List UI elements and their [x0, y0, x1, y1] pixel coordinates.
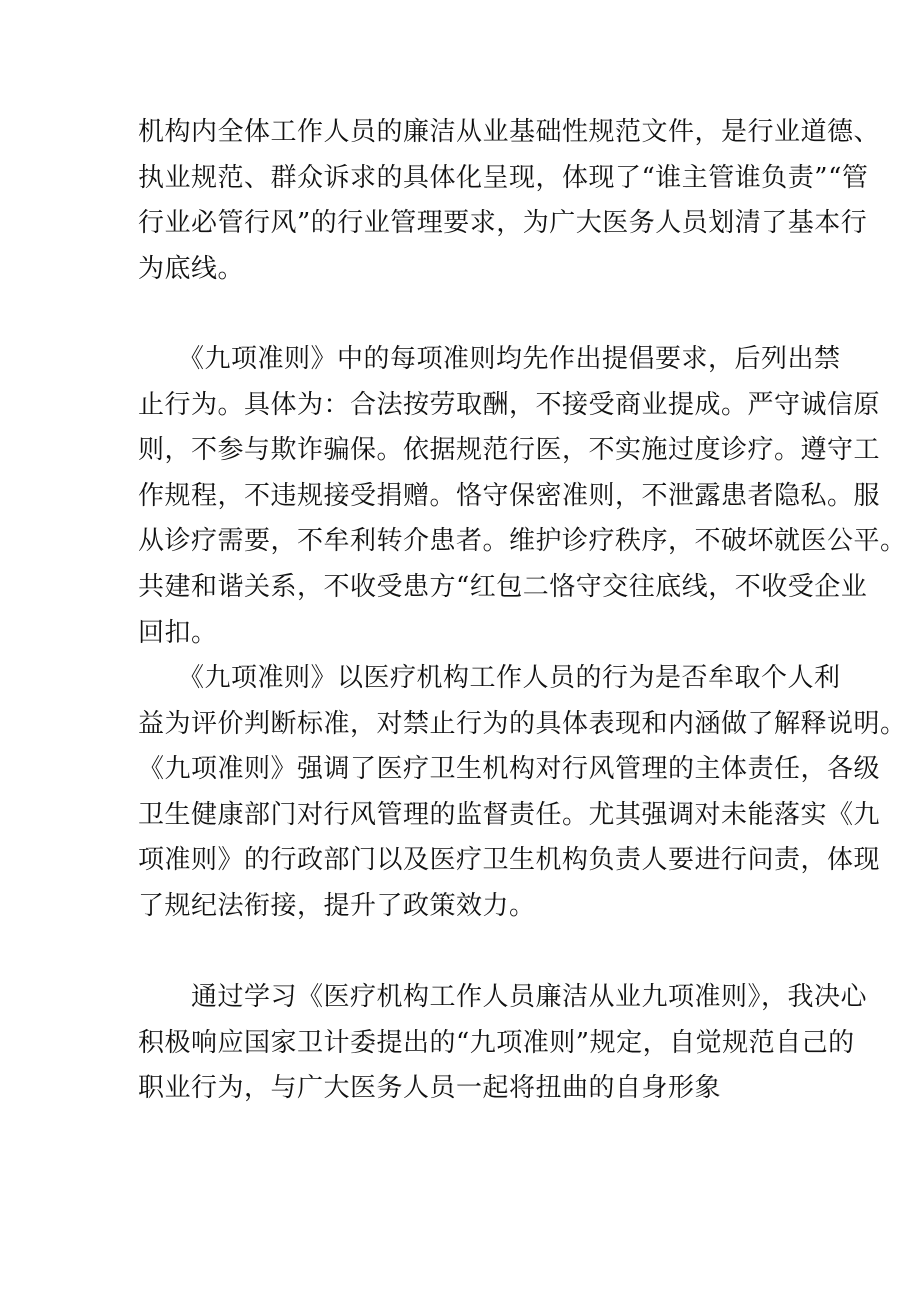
paragraph-1: [138, 110, 881, 292]
text-line: 益为评价判断标准，对禁止行为的具体表现和内涵做了解释说明。: [138, 708, 907, 739]
text-line: 回扣。: [138, 617, 218, 648]
text-line: 则，不参与欺诈骗保。依据规范行医，不实施过度诊疗。遵守工: [138, 435, 881, 466]
text-line: 卫生健康部门对行风管理的监督责任。尤其强调对未能落实《九: [138, 799, 881, 830]
text-line: 行业必管行风”的行业管理要求，为广大医务人员划清了基本行: [138, 208, 868, 239]
text-line: 了规纪法衔接，提升了政策效力。: [138, 890, 536, 921]
text-line: 从诊疗需要，不牟利转介患者。维护诊疗秩序，不破坏就医公平。: [138, 526, 907, 557]
text-line: 《九项准则》以医疗机构工作人员的行为是否牟取个人利: [138, 663, 841, 693]
paragraph-4: [138, 975, 868, 1112]
text-line: 职业行为，与广大医务人员一起将扭曲的自身形象: [138, 1073, 722, 1104]
text-line: 为底线。: [138, 253, 245, 284]
text-line: 机构内全体工作人员的廉洁从业基础性规范文件，是行业道德、: [138, 117, 881, 147]
text-line: 《九项准则》中的每项准则均先作出提倡要求，后列出禁: [138, 344, 841, 374]
text-line: 通过学习《医疗机构工作人员廉洁从业九项准则》，我决心: [138, 982, 868, 1012]
text-line: 作规程，不违规接受捐赠。恪守保密准则，不泄露患者隐私。服: [138, 480, 881, 511]
text-line: 执业规范、群众诉求的具体化呈现，体现了“谁主管谁负责”“管: [138, 162, 869, 193]
text-line: 《九项准则》强调了医疗卫生机构对行风管理的主体责任，各级: [138, 754, 881, 785]
paragraph-2: [138, 337, 907, 656]
text-line: 项准则》的行政部门以及医疗卫生机构负责人要进行问责，体现: [138, 845, 881, 876]
text-line: 共建和谐关系，不收受患方“红包二恪守交往底线，不收受企业: [138, 571, 868, 602]
paragraph-3: [138, 656, 907, 930]
text-line: 积极响应国家卫计委提出的“九项准则”规定，自觉规范自己的: [138, 1027, 855, 1058]
text-line: 止行为。具体为：合法按劳取酬，不接受商业提成。严守诚信原: [138, 389, 881, 420]
